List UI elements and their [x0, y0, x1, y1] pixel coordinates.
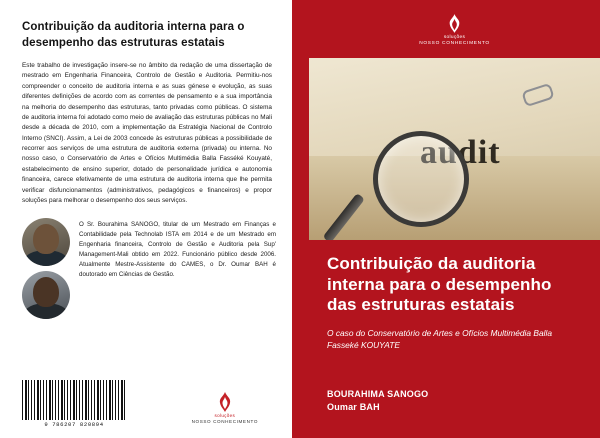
front-cover-authors — [327, 388, 582, 438]
cover-illustration — [309, 58, 600, 240]
paperclip-icon — [522, 83, 555, 107]
book-spine — [292, 0, 309, 438]
back-cover-blurb: Este trabalho de investigação insere-se no âmbito da redação de uma dissertação de mestrado em Engenharia Financeira, Controlo de Gestão e Auditoria. Permitiu-nos compreender o conceito de auditoria interna e as suas génese e evolução, as suas diferentes definições de acordo com as correntes de pensamento e a sua importância na melhoria do desempenho das estruturas, tanto privadas como públicas. O sistema de auditoria interna foi adotado como meio de avaliação das estruturas públicas no Mali desde a década de 2010, com a implementação da Estratégia Nacional de Controlo Interno (SNCI). Assim, a Lei de 2003 concede às estruturas públicas a possibilidade de recorrer aos serviços de uma estrutura de auditoria externa (privada) ou interna. No nosso caso, o Conservatório de Artes e Ofícios Multimédia Balla Fasséké Kouyaté, estabelecimento de ensino superior, dotado de personalidade jurídica e autonomia financeira, carece efetivamente de uma estrutura de auditoria interna que lhe permita verificar disfuncionamentos (administrativos, pedagógicos e financeiros) e propor soluções para melhorar o desempenho dos seus serviços. — [22, 62, 272, 204]
flame-icon — [192, 392, 258, 412]
publisher-logo-front — [309, 0, 600, 50]
magnifier-lens-icon — [373, 131, 469, 227]
back-cover — [0, 0, 292, 438]
portrait-face — [33, 277, 59, 307]
publisher-logo-back — [192, 392, 258, 428]
publisher-logo-line1: soluções — [214, 413, 236, 418]
portrait-face — [33, 224, 59, 254]
front-cover — [309, 0, 600, 438]
author-name-secondary: Oumar BAH — [327, 401, 380, 412]
author-photo-sanogo — [22, 218, 70, 266]
front-cover-subtitle: O caso do Conservatório de Artes e Ofícios Multimédia Balla Fasseké KOUYATE — [327, 328, 552, 351]
front-cover-text — [309, 240, 600, 438]
publisher-logo-line2: NOSSO CONHECIMENTO — [419, 41, 490, 46]
barcode-bars — [22, 380, 126, 420]
front-cover-title: Contribuição da auditoria interna para o desempenho das estruturas estatais — [327, 254, 552, 315]
back-cover-title: Contribuição da auditoria interna para o desempenho das estruturas estatais — [22, 21, 245, 49]
publisher-logo-line2: NOSSO CONHECIMENTO — [191, 419, 258, 424]
illustration-word: audit — [420, 133, 501, 171]
publisher-logo-line1: soluções — [443, 35, 466, 40]
back-cover-footer — [22, 380, 276, 428]
barcode — [22, 380, 126, 428]
author-name-primary: BOURAHIMA SANOGO — [327, 388, 429, 399]
flame-icon — [447, 14, 462, 33]
author-biography: O Sr. Bourahima SANOGO, titular de um Mestrado em Finanças e Contabilidade pela Technolab ISTA em 2014 e de um Mestrado em Engenharia financeira, Controlo de Gestão e Auditoria pela Sup' Management-Mali obtido em 2022. Funcionário público desde 2006. Atualmente Mestre-Assistente do CAMES, o Dr. Oumar BAH é doutorado em Ciências de Gestão. — [79, 221, 276, 278]
barcode-number: 9 786207 820894 — [44, 421, 104, 428]
author-section — [22, 218, 276, 319]
author-photos — [22, 218, 70, 319]
author-photo-bah — [22, 271, 70, 319]
